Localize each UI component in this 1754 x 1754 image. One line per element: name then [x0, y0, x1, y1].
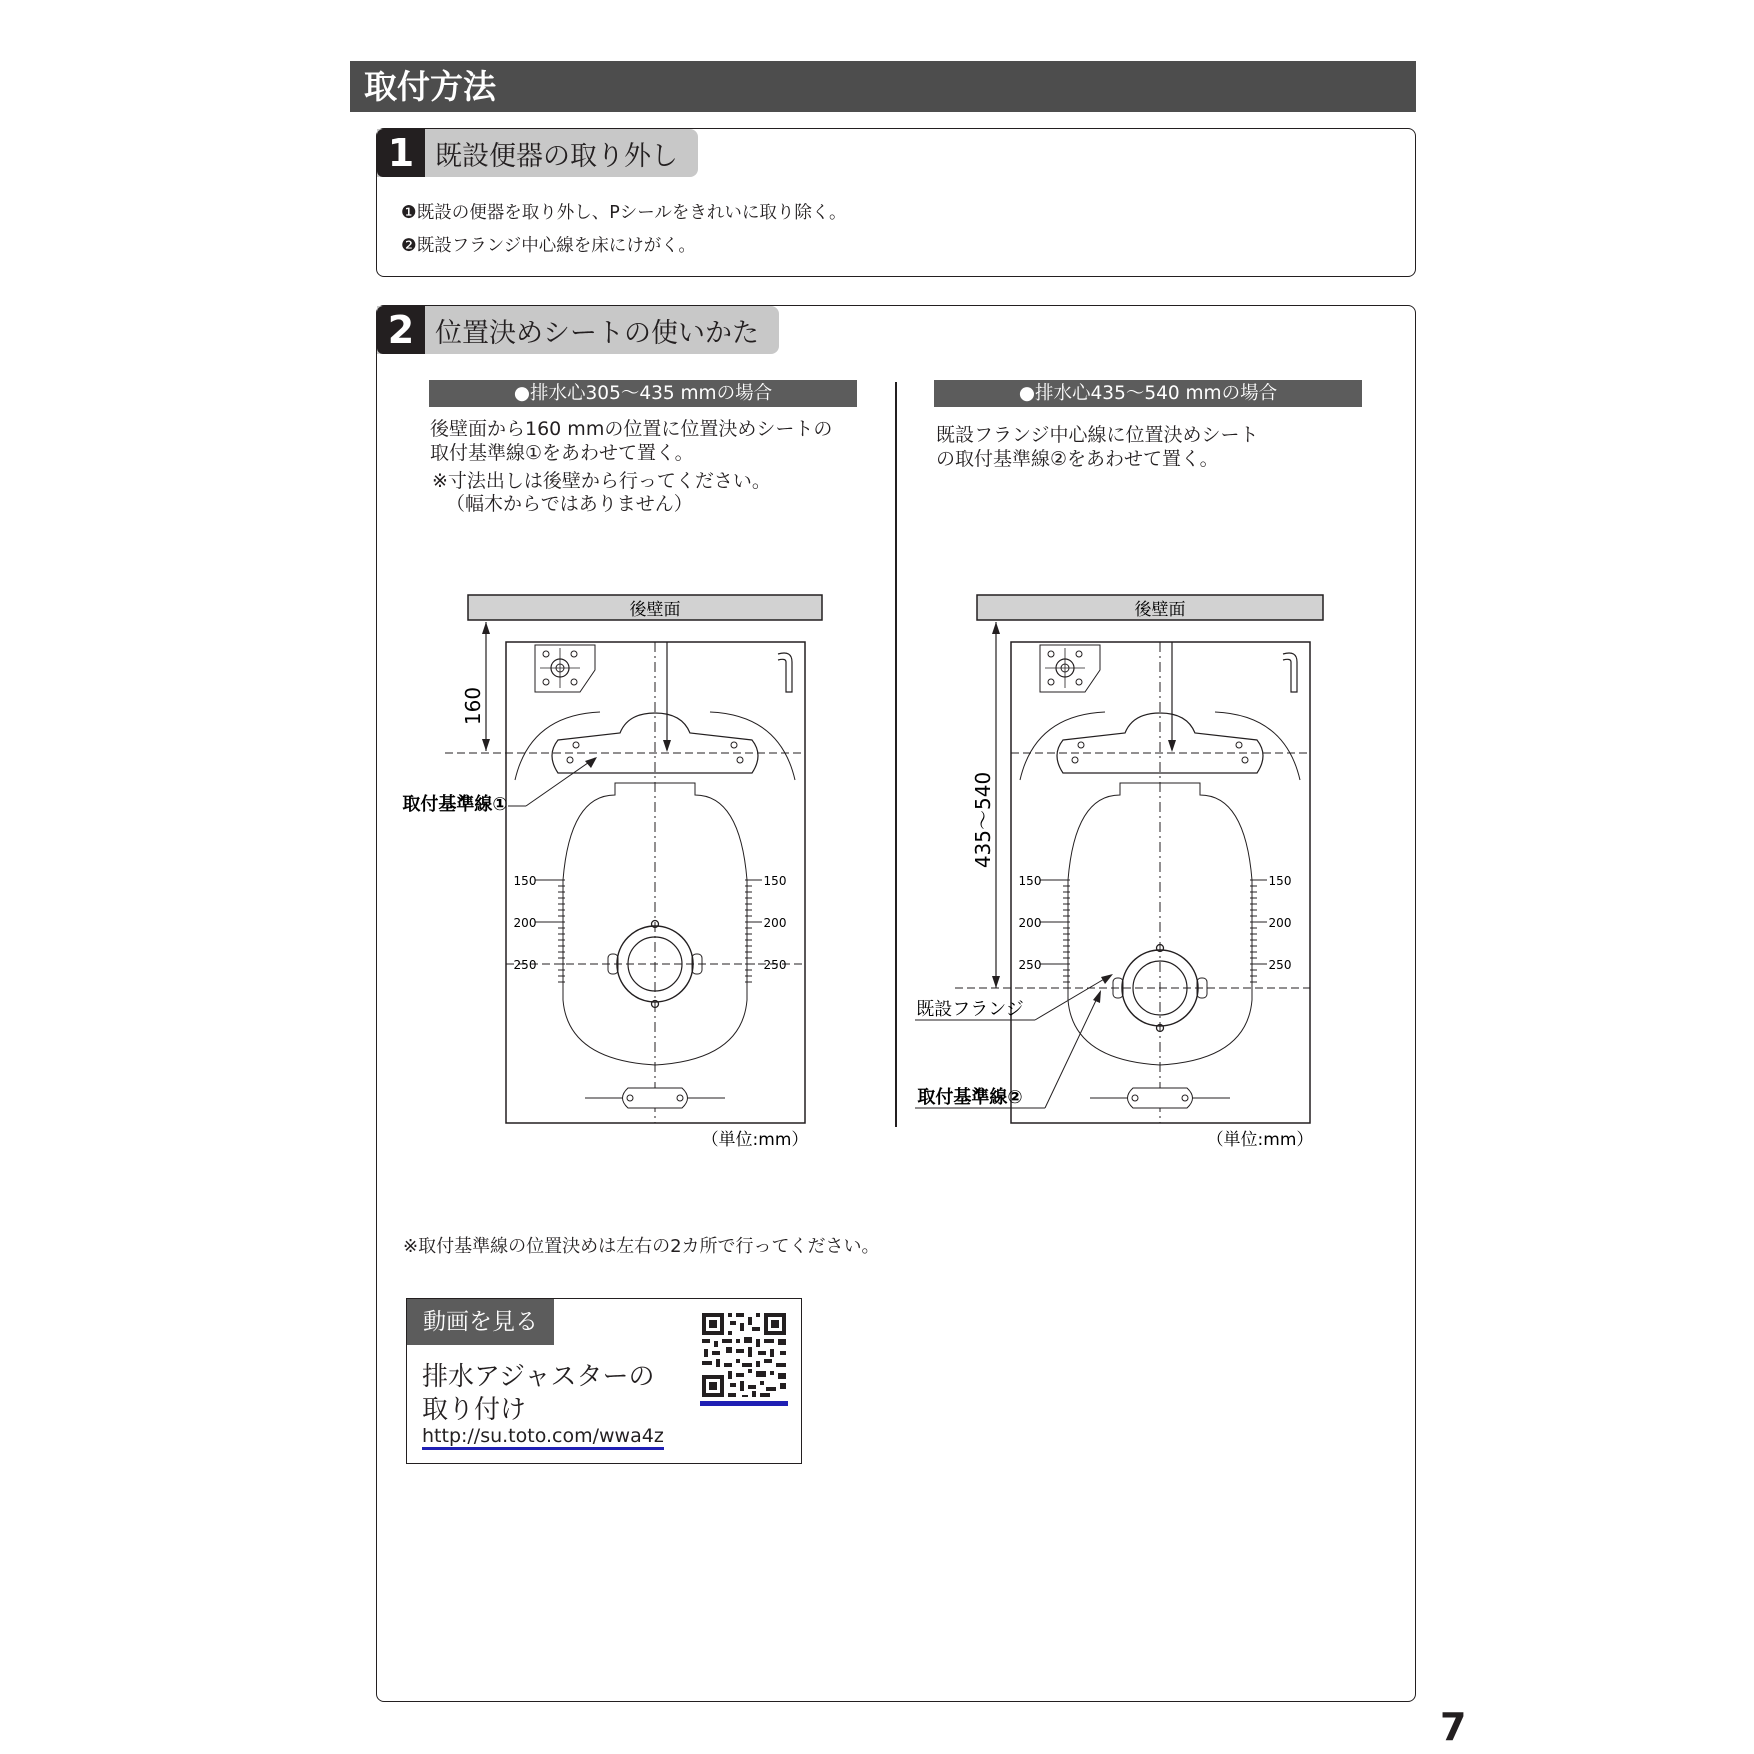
right-desc-line-1: 既設フランジ中心線に位置決めシート — [936, 424, 1259, 446]
left-ref-label: 取付基準線① — [402, 794, 508, 815]
video-title-line-2: 取り付け — [422, 1395, 527, 1425]
left-diagram — [380, 580, 860, 1160]
right-scale-150-l: 150 — [1018, 874, 1042, 888]
section-2-title: 位置決めシートの使いかた — [435, 317, 759, 349]
left-scale-250-l: 250 — [513, 958, 537, 972]
right-diagram — [885, 580, 1365, 1160]
left-scale-200-r: 200 — [763, 916, 787, 930]
right-scale-250-l: 250 — [1018, 958, 1042, 972]
left-scale-150-l: 150 — [513, 874, 537, 888]
section-2-header — [377, 306, 779, 354]
qr-code-icon[interactable] — [700, 1311, 788, 1407]
left-desc-line-2: 取付基準線①をあわせて置く。 — [430, 442, 694, 464]
right-desc-line-2: の取付基準線②をあわせて置く。 — [936, 448, 1219, 470]
section-2-number: 2 — [377, 306, 425, 354]
video-title-line-1: 排水アジャスターの — [422, 1362, 655, 1392]
right-dimension: 435〜540 — [971, 771, 995, 869]
section-1-header — [377, 129, 698, 177]
section-1-step-1: ❶既設の便器を取り外し、Pシールをきれいに取り除く。 — [401, 203, 847, 223]
left-scale-200-l: 200 — [513, 916, 537, 930]
right-wall-label: 後壁面 — [1134, 600, 1186, 620]
left-desc-line-1: 後壁面から160 mmの位置に位置決めシートの — [430, 418, 833, 440]
left-note-line-1: ※寸法出しは後壁から行ってください。 — [432, 470, 771, 492]
right-scale-200-l: 200 — [1018, 916, 1042, 930]
section-1-number: 1 — [377, 129, 425, 177]
left-note-line-2: （幅木からではありません） — [446, 493, 693, 515]
right-flange-label: 既設フランジ — [916, 999, 1024, 1020]
video-tag: 動画を見る — [407, 1299, 554, 1345]
section-1-step-2: ❷既設フランジ中心線を床にけがく。 — [401, 236, 696, 256]
left-unit: （単位:mm） — [701, 1130, 809, 1150]
section-1 — [376, 128, 1416, 277]
left-wall-label: 後壁面 — [629, 600, 681, 620]
section-1-title: 既設便器の取り外し — [435, 140, 678, 172]
right-case-header: ●排水心435〜540 mmの場合 — [934, 380, 1362, 407]
right-scale-200-r: 200 — [1268, 916, 1292, 930]
video-url-link[interactable]: http://su.toto.com/wwa4z — [422, 1425, 664, 1450]
section-2-footnote: ※取付基準線の位置決めは左右の2カ所で行ってください。 — [403, 1236, 880, 1257]
left-scale-250-r: 250 — [763, 958, 787, 972]
right-scale-150-r: 150 — [1268, 874, 1292, 888]
page-number: 7 — [1440, 1705, 1467, 1749]
video-box — [406, 1298, 802, 1464]
right-scale-250-r: 250 — [1268, 958, 1292, 972]
left-dimension: 160 — [461, 686, 485, 726]
left-case-header: ●排水心305〜435 mmの場合 — [429, 380, 857, 407]
left-scale-150-r: 150 — [763, 874, 787, 888]
right-unit: （単位:mm） — [1206, 1130, 1314, 1150]
page-title: 取付方法 — [350, 61, 1416, 112]
right-ref-label: 取付基準線② — [917, 1087, 1023, 1108]
